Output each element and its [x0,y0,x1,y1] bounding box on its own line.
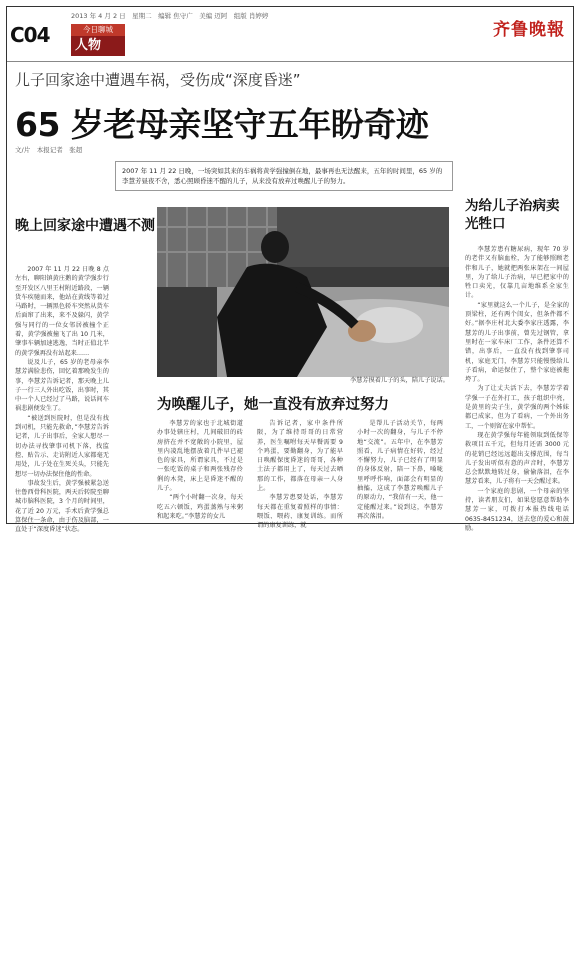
text-column-middle-3 [357,419,443,520]
text-column-right [465,245,569,532]
newspaper-page [6,6,574,534]
section-label-big: 人物 [71,36,125,56]
article-byline: 文/片 本报记者 张超 [15,146,83,154]
paragraph: 一个家庭的悲剧，一个母亲的坚持，读者朋友们，如果您愿意帮助李慧芳一家，可拨打本报热线电话 0635-8451234，送去您的爱心和鼓励。 [465,487,569,532]
photo-caption: 李慧芳摸着儿子的头，陪儿子说话。 [350,377,449,384]
paragraph: 为了让丈夫活下去，李慧芳学着学强一子在外打工，孩子组织中亮，是黄里的尖子生，黄学强的两个姊妹都已成家，但为了看病，一个外出务工，一个则留在家中帮忙。 [465,385,569,430]
paragraph: 说及儿子，65 岁的老母亲李慧芳满脸悲伤，回忆着那晚发生的事，李慧芳告诉记者，那天晚上儿子一行三人外出吃饭，出事时，其中一个人已经过了马路，说话间车祸悲剧便发生了。 [15,358,109,413]
paragraph: 李慧芳的家也于北城街道办事处辖庄村，几间破旧的砖房挤在并不宽敞的小院里，屋里内凌乱地摆放着几件早已褪色的家具，所谓家具，不过是一张吃饭的桌子和两张残存伶俐的木凳，床上是昏迷不醒的儿子。 [157,420,243,493]
page-number: C04 [10,23,50,47]
header-divider [7,61,573,62]
text-column-middle-2 [257,419,343,530]
article-headline: 65 岁老母亲坚守五年盼奇迹 [15,105,429,144]
paragraph: “被送到医院时，但是没有找到司机，只能先救命，”李慧芳告诉记者，儿子出事后，全家人想尽一切办法寻找肇事司机下落，找监控、贴告示、走访附近人家都毫无用处，儿子处在生死关头，只能先想尽一切办法保住他的性命。 [15,414,109,478]
article-subhead: 儿子回家途中遭遇车祸，受伤成“深度昏迷” [15,71,301,89]
text-column-middle-1 [157,419,243,520]
paragraph: “家里就这么一个儿子，是全家的顶梁柱，还有两个闺女，但条件都不好。”据李庄村北大委李家庄透露，李慧芳的儿子出事前，曾先过钢管，拿里时在一家车床厂工作，条件还算不错，出事后，一直没有找到肇事司机，家庭无门，李慧芳只能慢慢给儿子看病，命运保住了，整个家庭被拖垮了。 [465,301,569,384]
paragraph: 告诉记者，家中条件所限，为了维持哥哥的日常营养，医生嘱咐每天早餐需要 9 个鸡蛋，要勤翻身，为了能早日唤醒保度昏迷的哥哥，各种土法子都用上了，每天过去晒那的工作，都落在母亲一人身上。 [257,420,343,493]
photo-illustration [157,207,449,377]
paragraph: 是帮儿子活动关节，每两小时一次的翻身，与儿子不停地“交流”。五年中，在李慧芳照看，儿子病情在好转，经过不懈努力，儿子已经有了明显的身体反射，陪一下鼻，嗓咙里呼呼作响，面部会有明显的抽搐，这成了李慧芳唤醒儿子的原动力，“我信有一天，他一定能醒过来。”说到这，李慧芳再次落泪。 [357,420,443,520]
section-label-small: 今日聊城 [71,24,125,36]
section-heading-middle: 为唤醒儿子，她一直没有放弃过努力 [157,397,389,413]
section-heading-left: 晚上回家途中遭遇不测 [15,218,155,234]
paragraph: 李慧芳患要处话，李慧芳每天都在重复着照样的事情：喂饭、喂药、康复训练。而所谓的康复训练，就 [257,494,343,530]
paragraph: “两个小时翻一次身，每天吃五六顿饭，鸡蛋蒸熟与米粥和起来吃。”李慧芳的女儿 [157,494,243,520]
article-photo [157,207,449,377]
text-column-left [15,265,109,534]
lead-text: 2007 年 11 月 22 日晚，一场突如其来的车祸将黄学强撞倒在地，最事再也无法醒来，五年的时间里，65 岁的李慧芳昼夜不舍，悉心照顾昏迷不醒的儿子，从来没有放弃过唤醒儿子的努力。 [122,167,443,185]
section-heading-right: 为给儿子治病卖光牲口 [465,198,560,232]
issue-info: 2013 年 4 月 2 日 星期二 编辑 焦守广 美编 迈阿 组版 肖婷婷 [71,12,269,20]
newspaper-logo: 齐鲁晚報 [493,20,565,40]
lead-paragraph [115,161,453,191]
paragraph: 李慧芳患有糖尿病，现年 70 岁的老伴又有脑血栓，为了能够照顾老伴和儿子，她就把两张床架在一间屋里，为了给儿子治病，早已把家中的牲口卖光，仅靠几亩地维系全家生计。 [465,246,569,300]
paragraph: 2007 年 11 月 22 日晚 8 点左右，聊阳镇黄庄鹅的黄学强步行至开发区八里王村附近路段，一辆货车疾驰而来，他站在黄线等着过马路时，一辆黑色轿车突然从货车后面窜了出来，来不及躲闪，黄学强与同行的一位女邻居被撞个正着，黄学强被撞飞了出 10 几米，肇事车辆加速逃逸，当时正值北半的黄学强再没有站起来…… [15,266,109,357]
paragraph: 事故发生后，黄学强被紧急送往鲁西骨科医院，两天后转院至聊城市脑科医院，3 个月的时间里，花了近 20 万元，手术后黄学强总算保住一条命，由于伤及脑部，一直处于“深度昏迷”状态。 [15,479,109,534]
paragraph: 现在黄学强每年能领取到低保等救项目五千元，但每月还需 3000 元的花销已经远远超出支撑范围，每当儿子发出听似有意的声音时，李慧芳总会默默地转过身，偷偷落泪，在李慧芳看来，儿子将有一天会醒过来。 [465,431,569,486]
